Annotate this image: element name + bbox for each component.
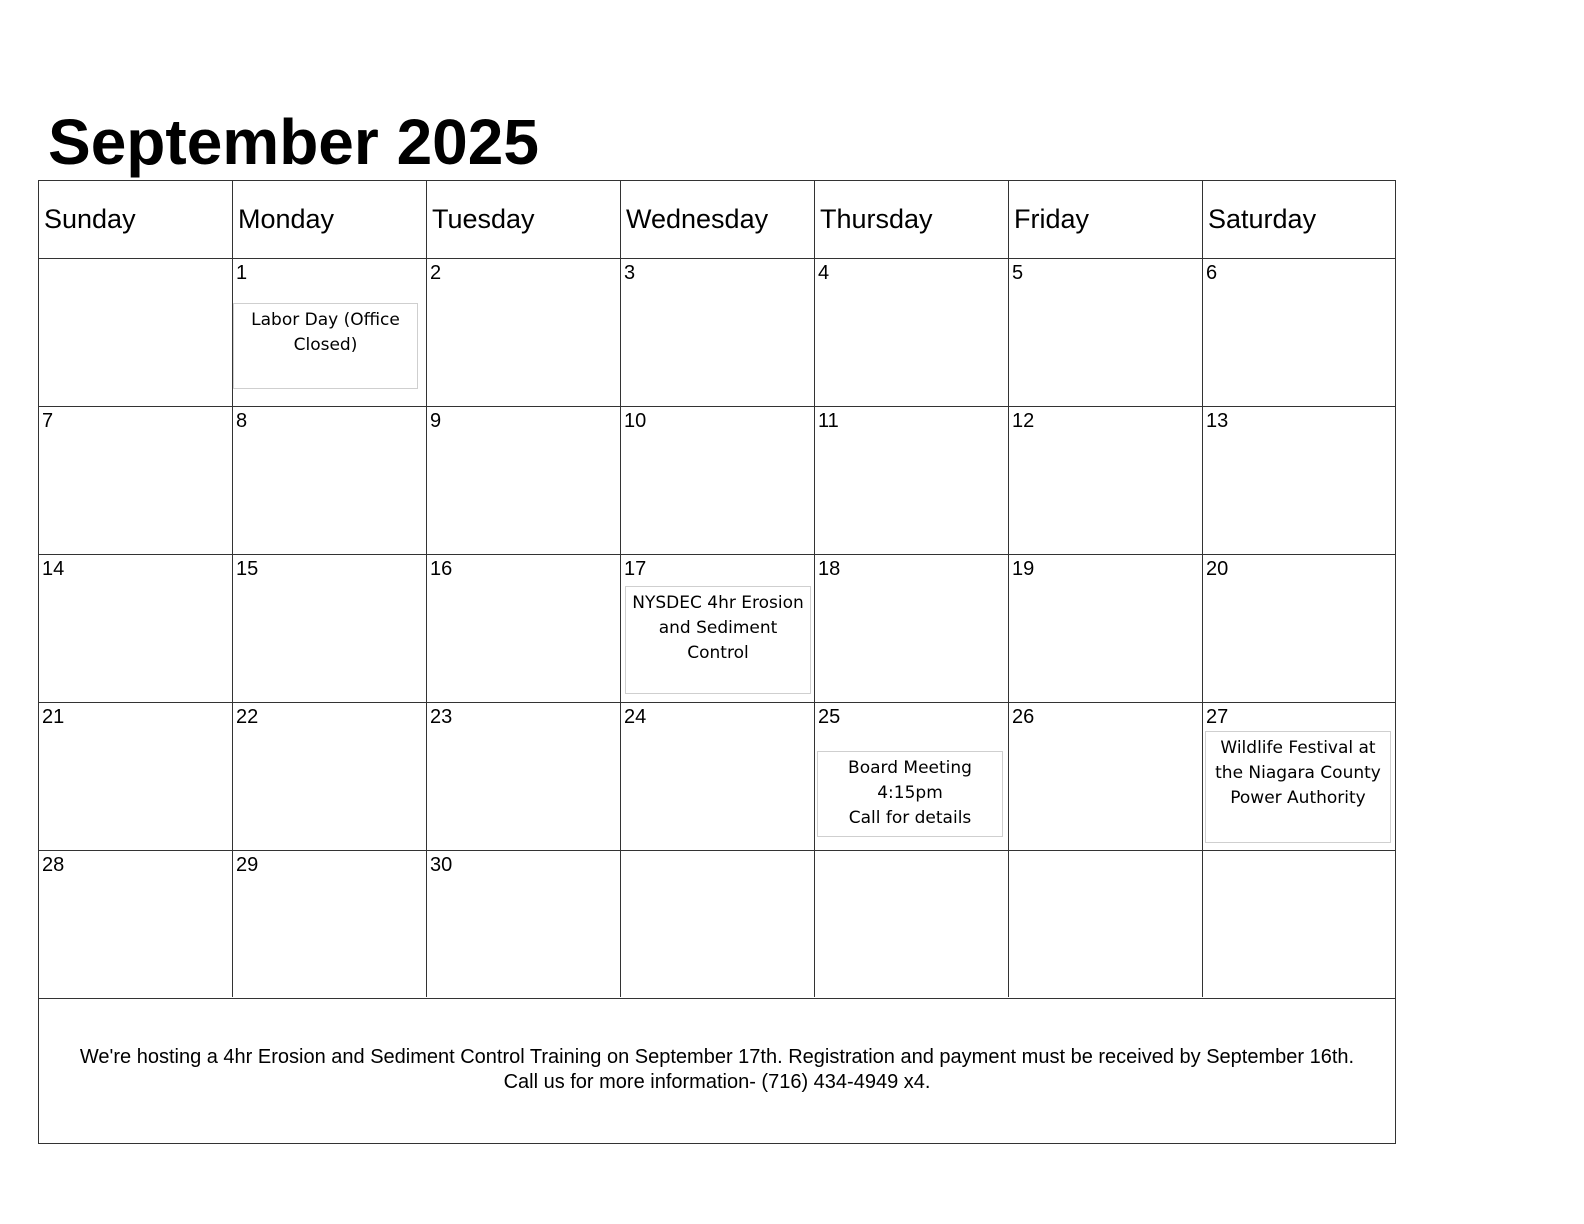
day-number: 23 — [430, 706, 453, 728]
day-cell — [1203, 851, 1397, 999]
day-cell — [427, 259, 621, 407]
day-number: 15 — [236, 558, 259, 580]
day-number: 16 — [430, 558, 453, 580]
day-number: 7 — [42, 410, 54, 432]
day-number: 25 — [818, 706, 841, 728]
day-cell — [427, 703, 621, 851]
notes-line-2: Call us for more information- (716) 434-4949 x4. — [503, 1071, 931, 1093]
day-number: 3 — [624, 262, 636, 284]
day-number: 5 — [1012, 262, 1024, 284]
day-number: 14 — [42, 558, 65, 580]
weekday-header-monday: Monday — [238, 204, 335, 234]
week-row — [39, 555, 1395, 703]
notes-section — [39, 997, 1395, 1143]
day-cell — [621, 407, 815, 555]
calendar-grid — [38, 180, 1396, 1144]
day-cell — [815, 407, 1009, 555]
week-row — [39, 703, 1395, 851]
day-cell — [233, 851, 427, 999]
day-cell — [427, 407, 621, 555]
day-cell — [815, 259, 1009, 407]
day-cell — [1203, 259, 1397, 407]
day-number: 28 — [42, 854, 65, 876]
weekday-header-sunday: Sunday — [44, 204, 136, 234]
week-row — [39, 259, 1395, 407]
day-cell — [39, 851, 233, 999]
day-number: 12 — [1012, 410, 1035, 432]
event-nysdec-training[interactable]: NYSDEC 4hr Erosion and Sediment Control — [625, 586, 811, 694]
day-cell — [39, 259, 233, 407]
day-cell — [621, 555, 815, 703]
day-cell — [1009, 703, 1203, 851]
event-board-meeting[interactable]: Board Meeting 4:15pm Call for details — [817, 751, 1003, 837]
weekday-header-thursday: Thursday — [820, 204, 933, 234]
day-number: 2 — [430, 262, 442, 284]
day-number: 27 — [1206, 706, 1229, 728]
day-cell — [815, 851, 1009, 999]
day-number: 6 — [1206, 262, 1218, 284]
day-number: 19 — [1012, 558, 1035, 580]
weekday-header-saturday: Saturday — [1208, 204, 1317, 234]
day-cell — [39, 703, 233, 851]
day-number: 9 — [430, 410, 442, 432]
day-cell — [621, 851, 815, 999]
day-cell — [1203, 407, 1397, 555]
day-cell — [621, 703, 815, 851]
day-cell — [233, 703, 427, 851]
day-cell — [1009, 407, 1203, 555]
day-number: 21 — [42, 706, 65, 728]
day-cell — [427, 555, 621, 703]
day-number: 26 — [1012, 706, 1035, 728]
day-cell — [1009, 555, 1203, 703]
day-number: 18 — [818, 558, 841, 580]
day-cell — [815, 703, 1009, 851]
day-cell — [815, 555, 1009, 703]
day-number: 17 — [624, 558, 647, 580]
event-wildlife-festival[interactable]: Wildlife Festival at the Niagara County Power Authority — [1205, 731, 1391, 843]
day-cell — [233, 407, 427, 555]
day-cell — [233, 555, 427, 703]
page-title: September 2025 — [48, 106, 539, 178]
day-cell — [1203, 703, 1397, 851]
day-number: 30 — [430, 854, 453, 876]
day-number: 29 — [236, 854, 259, 876]
day-cell — [39, 555, 233, 703]
day-number: 13 — [1206, 410, 1229, 432]
notes-line-1: We're hosting a 4hr Erosion and Sediment Control Training on September 17th. Registration and payment must be received by September 16th. — [79, 1046, 1355, 1068]
day-cell — [621, 259, 815, 407]
weekday-header-friday: Friday — [1014, 204, 1090, 234]
weekday-header-tuesday: Tuesday — [432, 204, 535, 234]
day-number: 20 — [1206, 558, 1229, 580]
day-cell — [233, 259, 427, 407]
day-cell — [1009, 851, 1203, 999]
day-cell — [1203, 555, 1397, 703]
day-number: 1 — [236, 262, 248, 284]
week-row — [39, 851, 1395, 999]
day-number: 10 — [624, 410, 647, 432]
weekday-header-wednesday: Wednesday — [626, 204, 769, 234]
week-row — [39, 407, 1395, 555]
day-number: 4 — [818, 262, 830, 284]
day-cell — [427, 851, 621, 999]
day-number: 8 — [236, 410, 248, 432]
event-labor-day[interactable]: Labor Day (Office Closed) — [233, 303, 418, 389]
day-number: 24 — [624, 706, 647, 728]
day-number: 22 — [236, 706, 259, 728]
day-number: 11 — [818, 410, 839, 432]
day-cell — [39, 407, 233, 555]
day-cell — [1009, 259, 1203, 407]
weekday-header-row — [39, 181, 1395, 259]
